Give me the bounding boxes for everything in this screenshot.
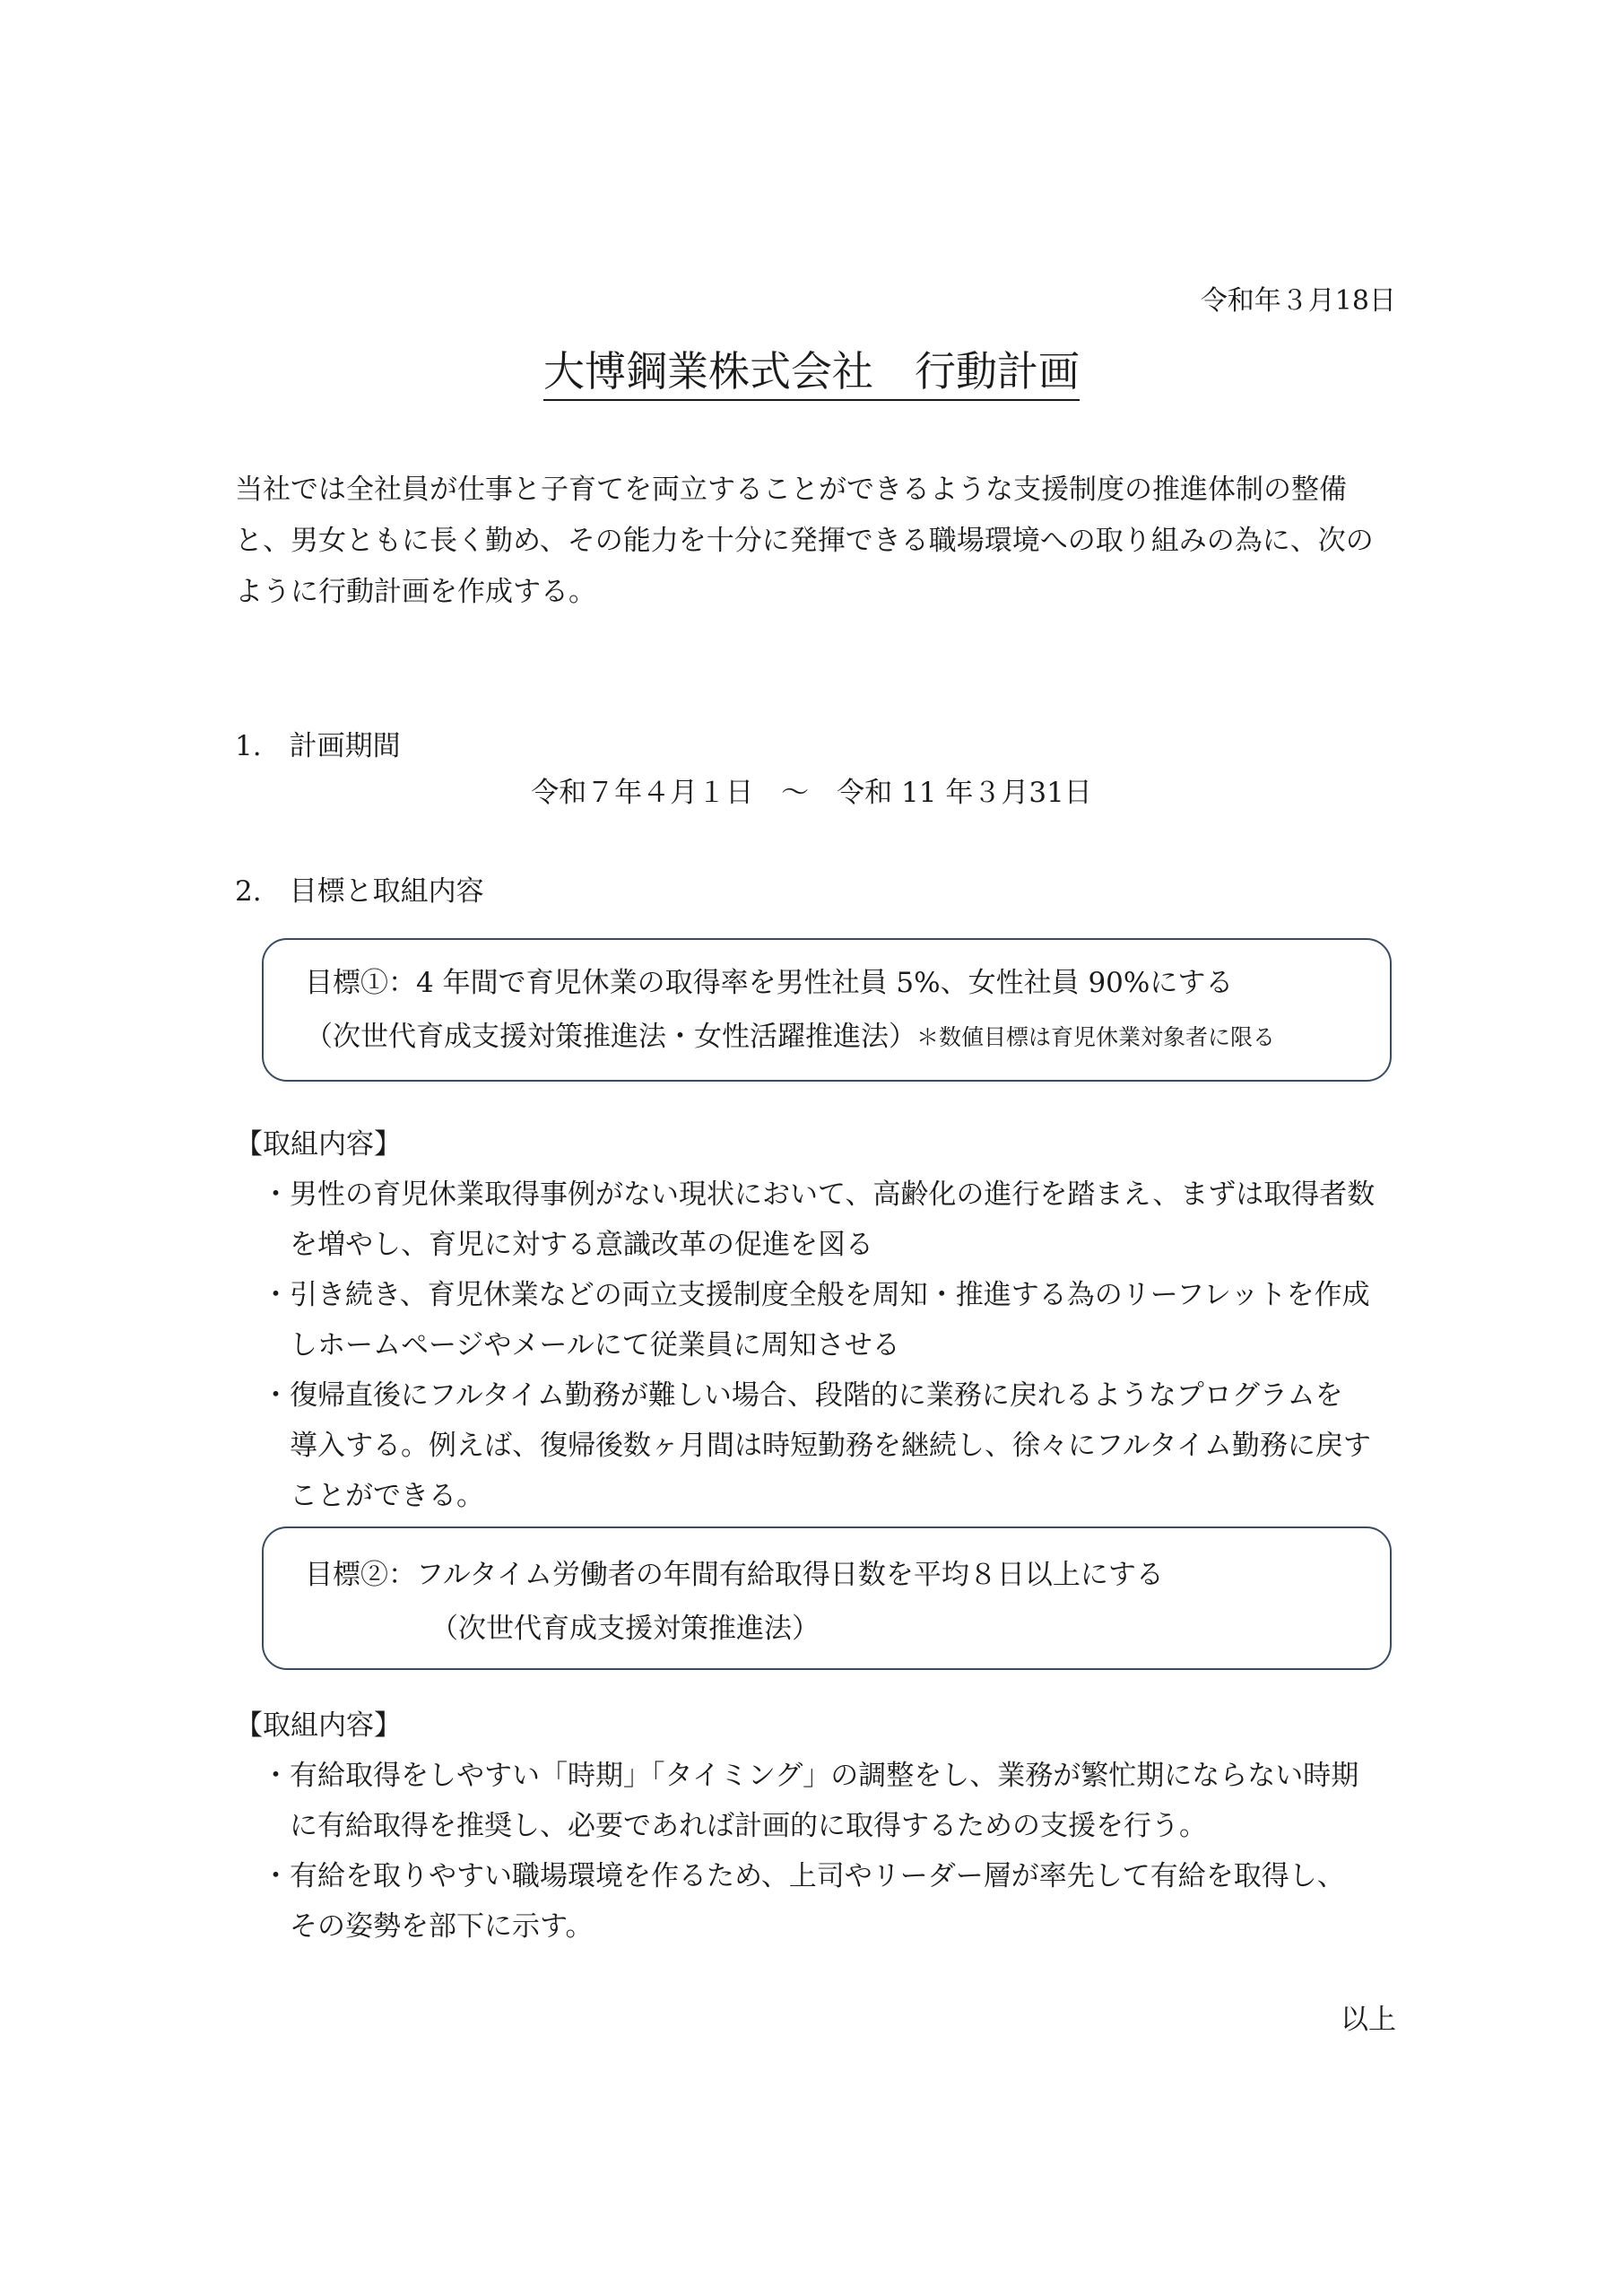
- list-item: ・男性の育児休業取得事例がない現状において、高齢化の進行を踏まえ、まずは取得者数: [262, 1178, 1376, 1211]
- list-item: に有給取得を推奨し、必要であれば計画的に取得するための支援を行う。: [290, 1810, 1207, 1842]
- list-item: を増やし、育児に対する意識改革の促進を図る: [290, 1229, 873, 1261]
- list-item: その姿勢を部下に示す。: [290, 1910, 594, 1943]
- plan-period: 令和７年４月１日 ～ 令和 11 年３月31日: [531, 777, 1092, 809]
- intro-line: 当社では全社員が仕事と子育てを両立することができるような支援制度の推進体制の整備: [235, 474, 1347, 506]
- goal-2-title: 目標②：フルタイム労働者の年間有給取得日数を平均８日以上にする: [305, 1559, 1164, 1591]
- intro-line: と、男女ともに長く勤め、その能力を十分に発揮できる職場環境への取り組みの為に、次の: [235, 525, 1374, 557]
- list-item: しホームページやメールにて従業員に周知させる: [290, 1329, 900, 1361]
- section-1-heading: 1. 計画期間: [235, 730, 401, 762]
- goal-2-laws: （次世代育成支援対策推進法）: [430, 1613, 820, 1645]
- list-item: ・有給を取りやすい職場環境を作るため、上司やリーダー層が率先して有給を取得し、: [262, 1860, 1345, 1892]
- goal-1-note: ＊数値目標は育児休業対象者に限る: [916, 1024, 1276, 1050]
- goal-1-title: 目標①：4 年間で育児休業の取得率を男性社員 5%、女性社員 90%にする: [305, 967, 1234, 999]
- list-item: ・引き続き、育児休業などの両立支援制度全般を周知・推進する為のリーフレットを作成: [262, 1279, 1370, 1311]
- document-title-text: 大博鋼業株式会社 行動計画: [543, 347, 1080, 401]
- goal-1-laws: （次世代育成支援対策推進法・女性活躍推進法）: [305, 1021, 916, 1053]
- section-2-heading: 2. 目標と取組内容: [235, 875, 484, 908]
- list-item: ことができる。: [290, 1480, 484, 1512]
- actions-1-heading: 【取組内容】: [235, 1128, 402, 1161]
- intro-line: ように行動計画を作成する。: [235, 576, 596, 608]
- document-title: [0, 339, 1623, 398]
- goal-2-box: [262, 1526, 1392, 1670]
- closing-mark: 以上: [1341, 2004, 1396, 2036]
- list-item: ・復帰直後にフルタイム勤務が難しい場合、段階的に業務に戻れるようなプログラムを: [262, 1379, 1343, 1412]
- intro-paragraph: [235, 465, 1401, 618]
- list-item: 導入する。例えば、復帰後数ヶ月間は時短勤務を継続し、徐々にフルタイム勤務に戻す: [290, 1430, 1371, 1462]
- list-item: ・有給取得をしやすい「時期」「タイミング」の調整をし、業務が繁忙期にならない時期: [262, 1760, 1359, 1792]
- goal-1-box: [262, 938, 1392, 1082]
- actions-2-heading: 【取組内容】: [235, 1709, 402, 1742]
- document-date: 令和年３月18日: [1200, 285, 1396, 317]
